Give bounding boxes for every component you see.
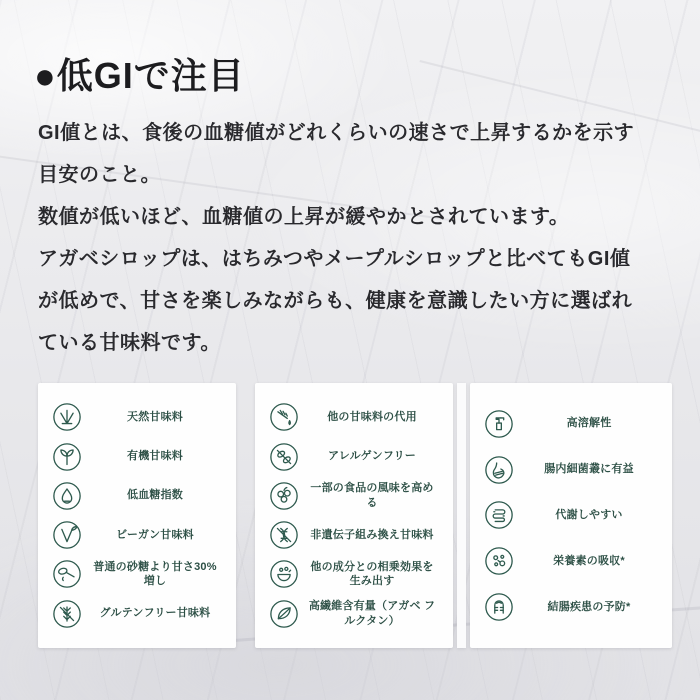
feature-row (476, 546, 666, 576)
card-edge-sliver (457, 383, 466, 648)
fiber-leaf-icon (269, 599, 299, 629)
feature-label: 高溶解性 (566, 417, 612, 430)
feature-row (44, 481, 230, 511)
feature-cards (0, 383, 700, 648)
feature-row (476, 409, 666, 439)
spoon-icon (52, 559, 82, 589)
feature-label: 高繊維含有量（アガベ フルクタン） (308, 599, 436, 627)
intro-line: アガベシロップは、はちみつやメープルシロップと比べてもGI値 (38, 248, 631, 270)
flavor-berries-icon (269, 481, 299, 511)
benefits-card-3 (470, 383, 672, 648)
non-gmo-dna-icon (269, 520, 299, 550)
honey-dipper-icon (269, 402, 299, 432)
feature-label: 普通の砂糖より甘さ30%増し (93, 560, 217, 588)
intro-text (38, 112, 668, 364)
intro-line: ている甘味料です。 (38, 332, 221, 354)
feature-label: アレルゲンフリー (327, 450, 416, 463)
feature-row (261, 442, 447, 472)
stomach-icon (484, 455, 514, 485)
feature-row (261, 402, 447, 432)
feature-label: 腸内細菌叢に有益 (544, 463, 634, 476)
feature-label: 他の成分との相乗効果を生み出す (310, 560, 434, 588)
feature-row (44, 599, 230, 629)
nutrient-absorption-icon (484, 546, 514, 576)
feature-label: 他の甘味料の代用 (327, 410, 417, 423)
benefits-card-2 (255, 383, 453, 648)
vegan-v-icon (52, 520, 82, 550)
feature-row (261, 559, 447, 589)
benefits-card-1 (38, 383, 236, 648)
page-title: ●低GIで注目 (34, 55, 245, 96)
feature-row (44, 402, 230, 432)
low-gi-droplet-icon (52, 481, 82, 511)
feature-label: 天然甘味料 (127, 410, 183, 423)
feature-label: 代謝しやすい (555, 509, 623, 522)
feature-row (44, 520, 230, 550)
solubility-pump-icon (484, 409, 514, 439)
sprout-icon (52, 442, 82, 472)
intro-line: 数値が低いほど、血糖値の上昇が緩やかとされています。 (38, 206, 570, 228)
feature-label: 栄養素の吸収* (553, 554, 625, 567)
feature-row (476, 455, 666, 485)
feature-label: 結腸疾患の予防* (547, 600, 631, 613)
colon-icon (484, 592, 514, 622)
feature-label: 一部の食品の風味を高める (310, 482, 434, 509)
feature-label: グルテンフリー甘味料 (99, 607, 211, 620)
feature-row (476, 500, 666, 530)
feature-row (44, 559, 230, 589)
feature-row (476, 592, 666, 622)
feature-row (261, 481, 447, 511)
feature-row (261, 599, 447, 629)
feature-label: 低血糖指数 (127, 489, 183, 502)
agave-plant-icon (52, 402, 82, 432)
intro-line: が低めで、甘さを楽しみながらも、健康を意識したい方に選ばれ (38, 290, 633, 312)
feature-label: 非遺伝子組み換え甘味料 (310, 528, 434, 541)
gluten-free-wheat-icon (52, 599, 82, 629)
feature-label: 有機甘味料 (127, 450, 183, 463)
synergy-bowl-icon (269, 559, 299, 589)
feature-row (261, 520, 447, 550)
feature-row (44, 442, 230, 472)
intro-line: GI値とは、食後の血糖値がどれくらいの速さで上昇するかを示す (38, 122, 635, 144)
intestine-icon (484, 500, 514, 530)
allergen-free-icon (269, 442, 299, 472)
intro-line: 目安のこと。 (38, 164, 161, 186)
feature-label: ビーガン甘味料 (116, 528, 194, 541)
